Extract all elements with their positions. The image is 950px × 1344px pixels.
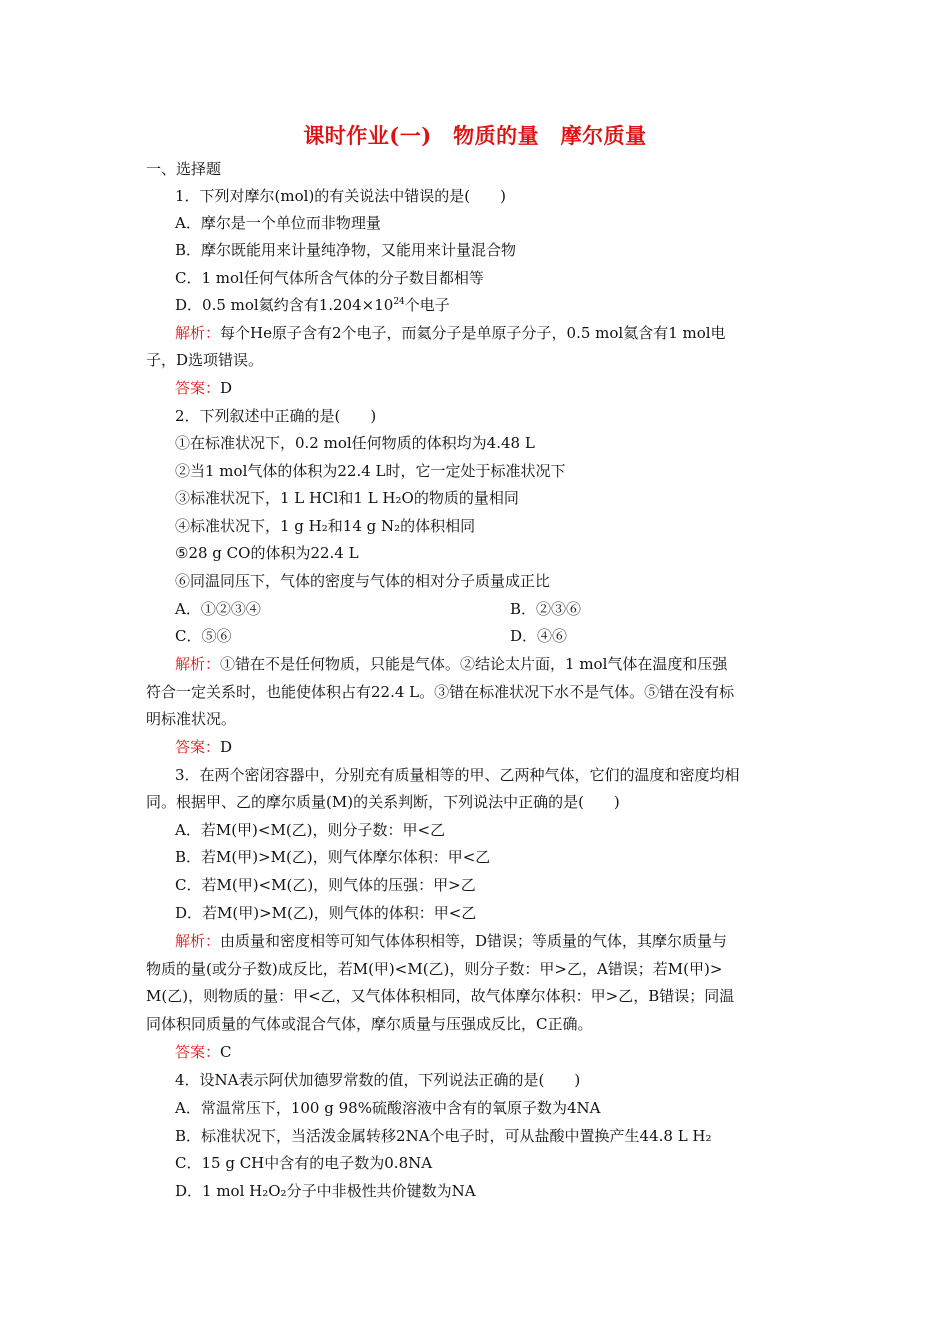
q1-answer-label: 答案： — [175, 379, 221, 397]
q3-stem: 3．在两个密闭容器中，分别充有质量相等的甲、乙两种气体，它们的温度和密度均相 — [175, 766, 740, 784]
q2-option-c: C．⑤⑥ — [175, 627, 232, 645]
q2-answer-value: D — [220, 738, 233, 756]
q4-option-c: C．15 g CH中含有的电子数为0.8NA — [175, 1154, 433, 1172]
q3-explanation-line — [175, 931, 811, 951]
q3-option-d: D．若M(甲)>M(乙)，则气体的体积：甲<乙 — [175, 904, 477, 922]
q1-stem: 1．下列对摩尔(mol)的有关说法中错误的是( ) — [175, 187, 507, 205]
q2-statement-2: ②当1 mol气体的体积为22.4 L时，它一定处于标准状况下 — [175, 462, 566, 480]
q2-options-row-1 — [175, 599, 811, 619]
q3-explanation-text: 由质量和密度相等可知气体体积相等，D错误；等质量的气体，其摩尔质量与 — [220, 932, 728, 950]
section-heading: 一、选择题 — [146, 160, 222, 178]
q2-answer — [175, 737, 811, 757]
q2-statement-6: ⑥同温同压下，气体的密度与气体的相对分子质量成正比 — [175, 572, 551, 590]
q3-option-a: A．若M(甲)<M(乙)，则分子数：甲<乙 — [175, 821, 446, 839]
q4-option-d: D．1 mol H₂O₂分子中非极性共价键数为NA — [175, 1182, 476, 1200]
q2-explanation-text: ①错在不是任何物质，只能是气体。②结论太片面，1 mol气体在温度和压强 — [220, 655, 728, 673]
q3-stem-cont: 同。根据甲、乙的摩尔质量(M)的关系判断，下列说法中正确的是( ) — [146, 793, 620, 811]
q2-explanation-line — [175, 654, 811, 674]
q2-option-d: D．④⑥ — [510, 627, 568, 645]
q4-option-b: B．标准状况下，当活泼金属转移2NA个电子时，可从盐酸中置换产生44.8 L H₂ — [175, 1127, 712, 1145]
q3-answer — [175, 1042, 811, 1062]
q1-option-a: A．摩尔是一个单位而非物理量 — [175, 214, 381, 232]
q4-option-a: A．常温常压下，100 g 98%硫酸溶液中含有的氧原子数为4NA — [175, 1099, 601, 1117]
q3-option-b: B．若M(甲)>M(乙)，则气体摩尔体积：甲<乙 — [175, 848, 491, 866]
q3-explanation-cont-2: M(乙)，则物质的量：甲<乙，又气体体积相同，故气体摩尔体积：甲>乙，B错误；同温 — [146, 987, 735, 1005]
q2-statement-5: ⑤28 g CO的体积为22.4 L — [175, 544, 359, 562]
q2-answer-label: 答案： — [175, 738, 221, 756]
q3-option-c: C．若M(甲)<M(乙)，则气体的压强：甲>乙 — [175, 876, 476, 894]
q1-explanation-cont: 子，D选项错误。 — [146, 351, 264, 369]
q2-statement-3: ③标准状况下，1 L HCl和1 L H₂O的物质的量相同 — [175, 489, 519, 507]
q3-explanation-cont-3: 同体积同质量的气体或混合气体，摩尔质量与压强成反比，C正确。 — [146, 1015, 593, 1033]
page-title: 课时作业(一) 物质的量 摩尔质量 — [303, 123, 647, 148]
q2-explanation-cont-2: 明标准状况。 — [146, 710, 237, 728]
q1-option-d — [175, 295, 811, 315]
q1-option-d-tail: 个电子 — [404, 296, 450, 314]
q1-explanation-line — [175, 323, 811, 343]
q3-answer-label: 答案： — [175, 1043, 221, 1061]
q2-option-a: A．①②③④ — [175, 600, 261, 618]
q2-statement-1: ①在标准状况下，0.2 mol任何物质的体积均为4.48 L — [175, 434, 535, 452]
q2-option-b: B．②③⑥ — [510, 600, 582, 618]
q2-statement-4: ④标准状况下，1 g H₂和14 g N₂的体积相同 — [175, 517, 476, 535]
q1-explanation-label: 解析： — [175, 324, 221, 342]
q3-answer-value: C — [220, 1043, 232, 1061]
q2-options-row-2 — [175, 626, 811, 646]
q1-answer-value: D — [220, 379, 233, 397]
q1-answer — [175, 378, 811, 398]
q1-option-b: B．摩尔既能用来计量纯净物，又能用来计量混合物 — [175, 241, 517, 259]
q1-option-c: C．1 mol任何气体所含气体的分子数目都相等 — [175, 269, 484, 287]
q4-stem: 4．设NA表示阿伏加德罗常数的值，下列说法正确的是( ) — [175, 1071, 581, 1089]
q2-stem: 2．下列叙述中正确的是( ) — [175, 407, 377, 425]
q1-option-d-exponent: 24 — [393, 297, 405, 307]
q3-explanation-cont-1: 物质的量(或分子数)成反比，若M(甲)<M(乙)，则分子数：甲>乙，A错误；若M(甲)> — [146, 960, 723, 978]
q1-option-d-text: D．0.5 mol氦约含有1.204×10 — [175, 296, 394, 314]
q2-explanation-cont-1: 符合一定关系时，也能使体积占有22.4 L。③错在标准状况下水不是气体。⑤错在没有标 — [146, 683, 735, 701]
q1-explanation-text: 每个He原子含有2个电子，而氦分子是单原子分子，0.5 mol氦含有1 mol电 — [220, 324, 726, 342]
q3-explanation-label: 解析： — [175, 932, 221, 950]
q2-explanation-label: 解析： — [175, 655, 221, 673]
